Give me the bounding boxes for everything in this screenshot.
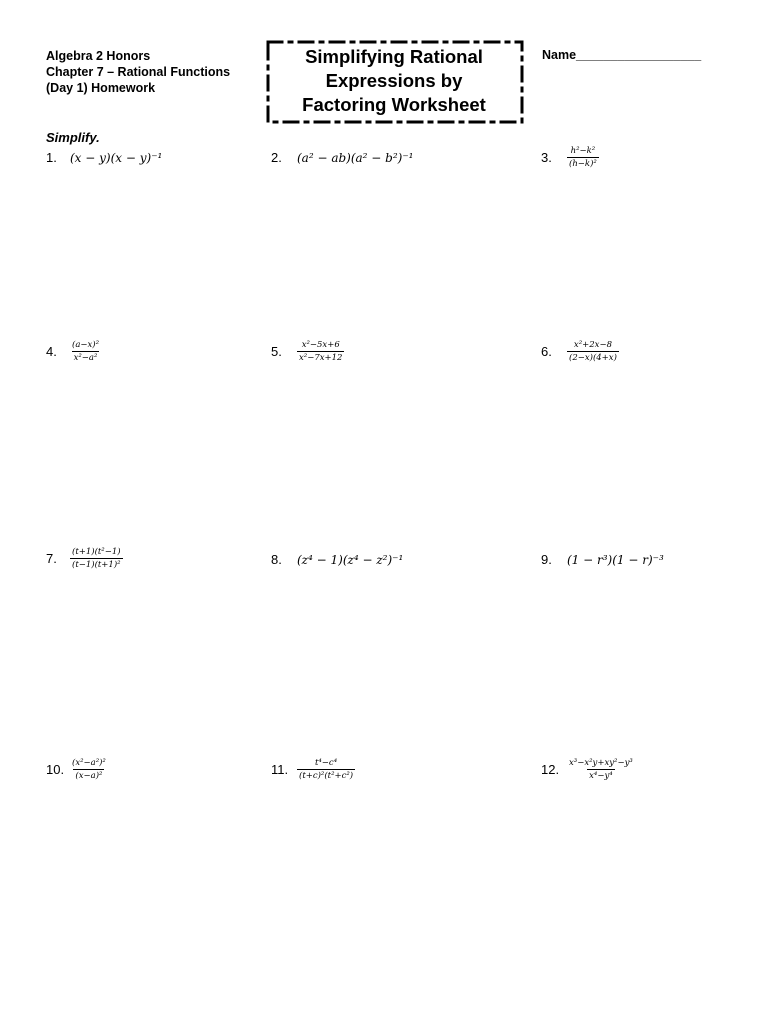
numerator: x³−x²y+xy²−y³ [569, 758, 633, 768]
problem-number: 3. [541, 150, 552, 165]
denominator: x²−a² [73, 353, 98, 363]
denominator: (t+c)²(t²+c²) [299, 771, 354, 781]
problem-4 [46, 340, 101, 363]
problem-12 [541, 758, 635, 781]
problem-11 [271, 758, 355, 781]
problem-2 [271, 150, 414, 165]
problem-number: 1. [46, 150, 57, 165]
fraction [297, 340, 344, 363]
course-heading [46, 48, 230, 96]
numerator: (x²−a²)² [72, 758, 106, 768]
assignment-label: (Day 1) Homework [46, 81, 156, 95]
problem-expression: (1 − r³)(1 − r)⁻³ [567, 552, 664, 567]
fraction [297, 758, 355, 781]
fraction [70, 340, 101, 363]
problem-1 [46, 150, 162, 165]
numerator: x²−5x+6 [301, 340, 340, 350]
title-line-2: Expressions by [325, 70, 463, 91]
title-line-1: Simplifying Rational [305, 46, 483, 67]
problem-expression: (x − y)(x − y)⁻¹ [70, 150, 163, 165]
numerator: x²+2x−8 [573, 340, 612, 350]
fraction [567, 758, 635, 781]
problem-number: 6. [541, 344, 552, 359]
problem-number: 5. [271, 344, 282, 359]
course-title: Algebra 2 Honors [46, 49, 151, 63]
fraction [567, 340, 619, 363]
problem-number: 9. [541, 552, 552, 567]
denominator: (x−a)² [75, 771, 103, 781]
problem-number: 4. [46, 344, 57, 359]
problem-9 [541, 552, 664, 567]
problem-expression: (z⁴ − 1)(z⁴ − z²)⁻¹ [297, 552, 404, 567]
denominator: (2−x)(4+x) [569, 353, 617, 363]
denominator: x⁴−y⁴ [589, 771, 613, 781]
denominator: x²−7x+12 [299, 353, 343, 363]
problem-number: 10. [46, 762, 65, 777]
problem-number: 11. [271, 762, 289, 777]
denominator: (t−1)(t+1)² [72, 560, 121, 570]
problem-number: 12. [541, 762, 560, 777]
worksheet-title [266, 45, 522, 117]
problem-expression: (a² − ab)(a² − b²)⁻¹ [297, 150, 414, 165]
problem-7 [46, 547, 123, 570]
numerator: (a−x)² [72, 340, 100, 350]
denominator: (h−k)² [569, 159, 597, 169]
title-line-3: Factoring Worksheet [302, 94, 486, 115]
chapter-title: Chapter 7 – Rational Functions [46, 65, 231, 79]
numerator: (t+1)(t²−1) [72, 547, 121, 557]
problem-3 [541, 146, 599, 169]
fraction [70, 547, 123, 570]
problem-6 [541, 340, 619, 363]
problem-10 [46, 758, 108, 781]
numerator: t⁴−c⁴ [314, 758, 338, 768]
fraction [567, 146, 599, 169]
fraction [70, 758, 108, 781]
problem-number: 2. [271, 150, 282, 165]
numerator: h²−k² [570, 146, 596, 156]
problem-5 [271, 340, 344, 363]
problem-8 [271, 552, 403, 567]
problem-number: 7. [46, 551, 57, 566]
name-field[interactable]: Name__________________ [542, 48, 702, 62]
problem-number: 8. [271, 552, 282, 567]
instruction: Simplify. [46, 130, 100, 145]
worksheet-title-box [266, 40, 526, 126]
